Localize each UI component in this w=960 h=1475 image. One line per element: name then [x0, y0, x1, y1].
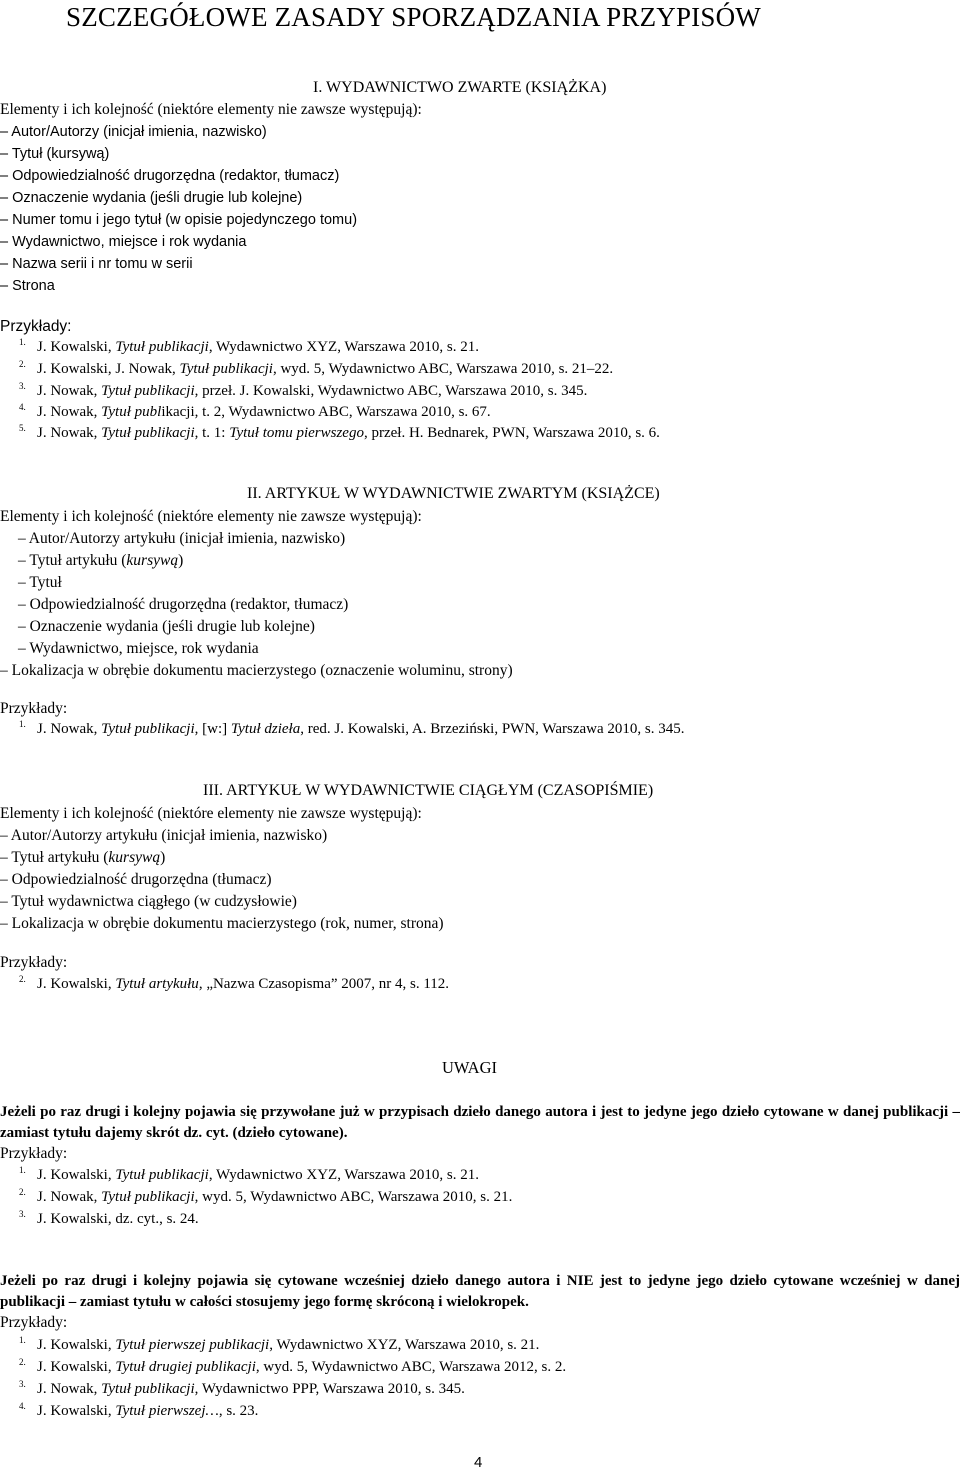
example-item: 1. J. Kowalski, Tytuł pierwszej publikacji, Wydawnictwo XYZ, Warszawa 2010, s. 21.: [19, 1335, 540, 1353]
example-item: 1. J. Kowalski, Tytuł publikacji, Wydawnictwo XYZ, Warszawa 2010, s. 21.: [19, 337, 480, 355]
section-2-element: – Oznaczenie wydania (jeśli drugie lub kolejne): [18, 618, 315, 635]
example-item: 2. J. Nowak, Tytuł publikacji, wyd. 5, Wydawnictwo ABC, Warszawa 2010, s. 21.: [19, 1187, 513, 1205]
section-1-element: – Oznaczenie wydania (jeśli drugie lub kolejne): [0, 190, 303, 206]
examples-label: Przykłady:: [0, 954, 68, 971]
section-2-element: – Wydawnictwo, miejsce, rok wydania: [18, 640, 259, 657]
section-3-intro: Elementy i ich kolejność (niektóre elementy nie zawsze występują):: [0, 805, 422, 822]
example-item: 1. J. Kowalski, Tytuł publikacji, Wydawnictwo XYZ, Warszawa 2010, s. 21.: [19, 1165, 480, 1183]
example-item: 3. J. Nowak, Tytuł publikacji, Wydawnictwo PPP, Warszawa 2010, s. 345.: [19, 1379, 465, 1397]
section-2-element: – Tytuł: [18, 574, 62, 591]
section-3-element: – Autor/Autorzy artykułu (inicjał imienia, nazwisko): [0, 827, 328, 844]
uwagi-heading: UWAGI: [442, 1058, 497, 1077]
section-2-element: – Lokalizacja w obrębie dokumentu macierzystego (oznaczenie woluminu, strony): [0, 662, 513, 679]
section-3-element: – Tytuł wydawnictwa ciągłego (w cudzysłowie): [0, 893, 297, 910]
section-1-element: – Autor/Autorzy (inicjał imienia, nazwisko): [0, 124, 267, 140]
section-1-heading: I. WYDAWNICTWO ZWARTE (KSIĄŻKA): [313, 79, 607, 96]
section-1-element: – Odpowiedzialność drugorzędna (redaktor, tłumacz): [0, 168, 340, 184]
example-item: 4. J. Nowak, Tytuł publikacji, t. 2, Wydawnictwo ABC, Warszawa 2010, s. 67.: [19, 402, 491, 420]
section-2-element: – Autor/Autorzy artykułu (inicjał imienia, nazwisko): [18, 530, 346, 547]
examples-label: Przykłady:: [0, 318, 72, 335]
section-2-intro: Elementy i ich kolejność (niektóre elementy nie zawsze występują):: [0, 508, 422, 525]
section-1-element: – Strona: [0, 278, 55, 294]
section-1-element: – Numer tomu i jego tytuł (w opisie pojedynczego tomu): [0, 212, 358, 228]
section-3-element: – Tytuł artykułu (kursywą): [0, 849, 166, 866]
section-3-element: – Odpowiedzialność drugorzędna (tłumacz): [0, 871, 272, 888]
example-item: 2. J. Kowalski, Tytuł artykułu, „Nazwa Czasopisma” 2007, nr 4, s. 112.: [19, 974, 450, 992]
example-item: 5. J. Nowak, Tytuł publikacji, t. 1: Tytuł tomu pierwszego, przeł. H. Bednarek, PWN, Warszawa 2010, s. 6.: [19, 423, 660, 441]
page-title: SZCZEGÓŁOWE ZASADY SPORZĄDZANIA PRZYPISÓW: [66, 2, 761, 32]
example-item: 4. J. Kowalski, Tytuł pierwszej…, s. 23.: [19, 1401, 259, 1419]
section-3-element: – Lokalizacja w obrębie dokumentu macierzystego (rok, numer, strona): [0, 915, 444, 932]
examples-label: Przykłady:: [0, 1314, 68, 1331]
section-1-element: – Tytuł (kursywą): [0, 146, 110, 162]
example-item: 2. J. Kowalski, Tytuł drugiej publikacji, wyd. 5, Wydawnictwo ABC, Warszawa 2012, s. 2.: [19, 1357, 567, 1375]
examples-label: Przykłady:: [0, 1145, 68, 1162]
section-3-heading: III. ARTYKUŁ W WYDAWNICTWIE CIĄGŁYM (CZASOPIŚMIE): [203, 782, 654, 799]
section-1-intro: Elementy i ich kolejność (niektóre elementy nie zawsze występują):: [0, 101, 422, 118]
page-number: 4: [474, 1454, 483, 1471]
examples-label: Przykłady:: [0, 700, 68, 717]
example-item: 2. J. Kowalski, J. Nowak, Tytuł publikacji, wyd. 5, Wydawnictwo ABC, Warszawa 2010, s. 21–22.: [19, 359, 614, 377]
example-item: 3. J. Kowalski, dz. cyt., s. 24.: [19, 1209, 199, 1227]
section-2-heading: II. ARTYKUŁ W WYDAWNICTWIE ZWARTYM (KSIĄŻCE): [247, 485, 660, 502]
section-2-element: – Tytuł artykułu (kursywą): [18, 552, 184, 569]
section-2-element: – Odpowiedzialność drugorzędna (redaktor, tłumacz): [18, 596, 349, 613]
section-1-element: – Wydawnictwo, miejsce i rok wydania: [0, 234, 247, 250]
note-paragraph-1: Jeżeli po raz drugi i kolejny pojawia się przywołane już w przypisach dzieło danego autora i jest to jedyne jego dzieło cytowane w danej publikacji – zamiast tytułu dajemy skrót dz. cyt. (dzieło cytowane).: [0, 1104, 960, 1141]
section-1-element: – Nazwa serii i nr tomu w serii: [0, 256, 193, 272]
note-paragraph-2: Jeżeli po raz drugi i kolejny pojawia się cytowane wcześniej dzieło danego autora i NIE jest to jedyne jego dzieło cytowane wcześniej w danej publikacji – zamiast tytułu w całości stosujemy jego formę skróconą i wielokropek.: [0, 1273, 960, 1310]
example-item: 3. J. Nowak, Tytuł publikacji, przeł. J. Kowalski, Wydawnictwo ABC, Warszawa 2010, s. 345.: [19, 381, 588, 399]
example-item: 1. J. Nowak, Tytuł publikacji, [w:] Tytuł dzieła, red. J. Kowalski, A. Brzeziński, PWN, Warszawa 2010, s. 345.: [19, 719, 685, 737]
